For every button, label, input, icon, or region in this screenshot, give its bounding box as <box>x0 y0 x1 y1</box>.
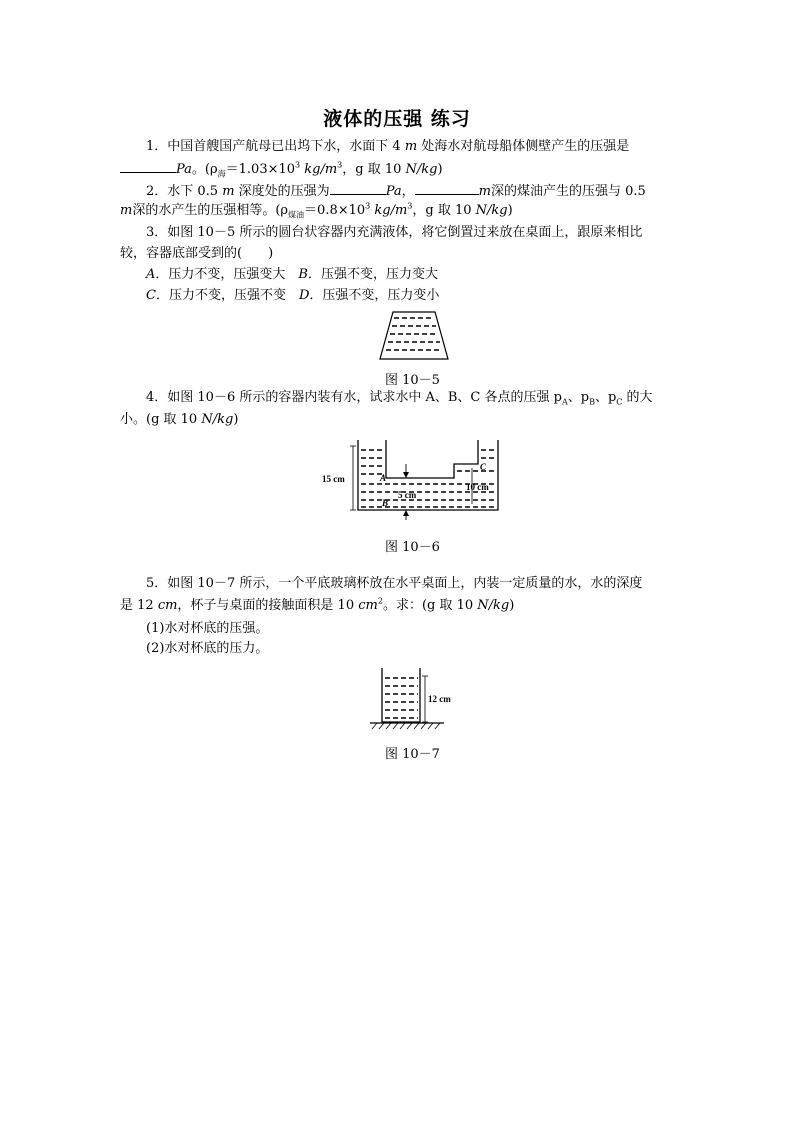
q3-line1: 3．如图 10－5 所示的圆台状容器内充满液体，将它倒置过来放在桌面上，跟原来相比 <box>146 225 643 240</box>
q2-line2: m深的水产生的压强相等。($\rho_{煤油}=0.8\times 10^3$ $kg/m^3$，g 取 10 N/kg) <box>120 201 513 220</box>
page-title: 液体的压强 练习 <box>323 108 471 130</box>
figure-10-7-glass <box>368 666 464 732</box>
figure-10-7-caption: 图 10－7 <box>385 747 440 762</box>
q2-line1: 2．水下 0.5 m 深度处的压强为 Pa， m深的煤油产生的压强与 0.5 <box>146 184 646 199</box>
label-5cm: 5 cm <box>398 490 417 500</box>
figure-10-6-caption: 图 10－6 <box>385 540 440 555</box>
label-15cm: 15 cm <box>322 474 345 484</box>
figure-10-5-caption: 图 10－5 <box>385 373 440 388</box>
answer-blank[interactable] <box>330 182 386 195</box>
answer-blank[interactable] <box>120 160 176 173</box>
q5-subquestion-2: (2)水对杯底的压力。 <box>146 641 269 656</box>
q3-options-cd: C．压力不变，压强不变 D．压强不变，压力变小 <box>146 288 440 303</box>
label-point-b: B <box>382 498 389 508</box>
figure-10-5-frustum-container <box>378 310 450 362</box>
answer-blank[interactable] <box>415 182 479 195</box>
label-point-c: C <box>480 462 487 472</box>
figure-10-6-container <box>320 438 510 520</box>
label-point-a: A <box>380 473 387 483</box>
label-10cm: 10 cm <box>466 482 489 492</box>
q1-line1: 1．中国首艘国产航母已出坞下水，水面下 4 m 处海水对航母船体侧壁产生的压强是 <box>146 139 630 154</box>
q3-options-ab: A．压力不变，压强变大 B．压强不变，压力变大 <box>146 267 438 282</box>
label-12cm: 12 cm <box>428 694 451 704</box>
q3-line2: 较，容器底部受到的( ) <box>120 246 274 261</box>
q5-line2: 是 12 cm，杯子与桌面的接触面积是 10 $cm^2$。求：(g 取 10 N/kg) <box>120 596 515 613</box>
q5-line1: 5．如图 10－7 所示，一个平底玻璃杯放在水平桌面上，内装一定质量的水，水的深度 <box>146 576 643 591</box>
q5-subquestion-1: (1)水对杯底的压强。 <box>146 621 269 636</box>
q1-line2: Pa。($\rho_海=1.03\times 10^3$ $kg/m^3$，g 取 10 N/kg) <box>120 160 443 179</box>
q4-line2: 小。(g 取 10 N/kg) <box>120 412 239 427</box>
q4-line1: 4．如图 10－6 所示的容器内装有水，试求水中 A、B、C 各点的压强 $p_A$、$p_B$、$p_C$ 的大 <box>146 390 653 407</box>
